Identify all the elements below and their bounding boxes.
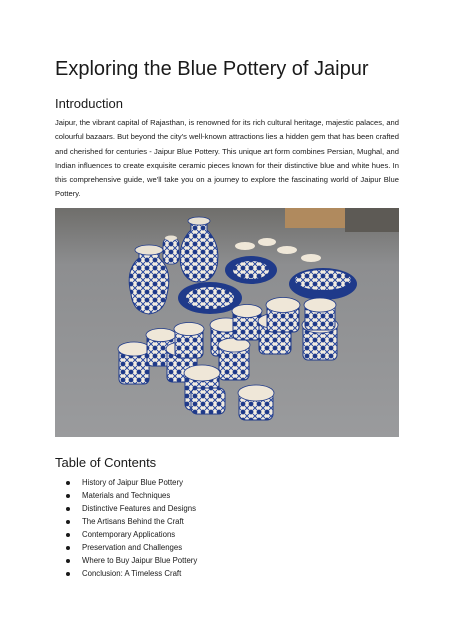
bullet-icon <box>66 507 70 511</box>
bullet-icon <box>66 520 70 524</box>
toc-item-label: Where to Buy Jaipur Blue Pottery <box>82 556 198 565</box>
page-title: Exploring the Blue Pottery of Jaipur <box>55 58 369 80</box>
bullet-icon <box>66 546 70 550</box>
bullet-icon <box>66 533 70 537</box>
toc-item <box>66 515 366 528</box>
toc-item-label: Conclusion: A Timeless Craft <box>82 569 182 578</box>
background-wall <box>345 208 399 232</box>
toc-item <box>66 528 366 541</box>
toc-item-label: The Artisans Behind the Craft <box>82 517 184 526</box>
toc-item-label: Preservation and Challenges <box>82 543 183 552</box>
toc-list <box>66 476 366 580</box>
introduction-paragraph: Jaipur, the vibrant capital of Rajasthan, is renowned for its rich cultural heritage, majestic palaces, and colourful bazaars. But beyond the city's well-known attractions lies a hidden gem that has been crafted and cherished for centuries - Jaipur Blue Pottery. This unique art form combines Persian, Mughal, and Indian influences to create exquisite ceramic pieces known for their distinctive blue and white hues. In this comprehensive guide, we'll take you on a journey to explore the fascinating world of Jaipur Blue Pottery. <box>55 118 399 199</box>
bullet-icon <box>66 572 70 576</box>
cardboard-box <box>285 208 345 228</box>
blue-pottery-photo <box>55 208 399 437</box>
toc-item-label: Materials and Techniques <box>82 491 171 500</box>
toc-item-label: Distinctive Features and Designs <box>82 504 196 513</box>
plate-right-pattern <box>233 261 269 279</box>
small-jar <box>163 236 179 265</box>
toc-item <box>66 567 366 580</box>
plate-center-pattern <box>186 287 234 309</box>
bullet-icon <box>66 559 70 563</box>
toc-item-label: History of Jaipur Blue Pottery <box>82 478 183 487</box>
toc-item-label: Contemporary Applications <box>82 530 176 539</box>
bullet-icon <box>66 494 70 498</box>
bullet-icon <box>66 481 70 485</box>
toc-item <box>66 489 366 502</box>
bowl-large <box>289 268 357 300</box>
introduction-heading: Introduction <box>55 96 123 111</box>
toc-item <box>66 502 366 515</box>
toc-heading: Table of Contents <box>55 455 157 470</box>
toc-item <box>66 554 366 567</box>
blue-pottery-illustration <box>55 208 399 437</box>
toc-item <box>66 476 366 489</box>
toc-item <box>66 541 366 554</box>
